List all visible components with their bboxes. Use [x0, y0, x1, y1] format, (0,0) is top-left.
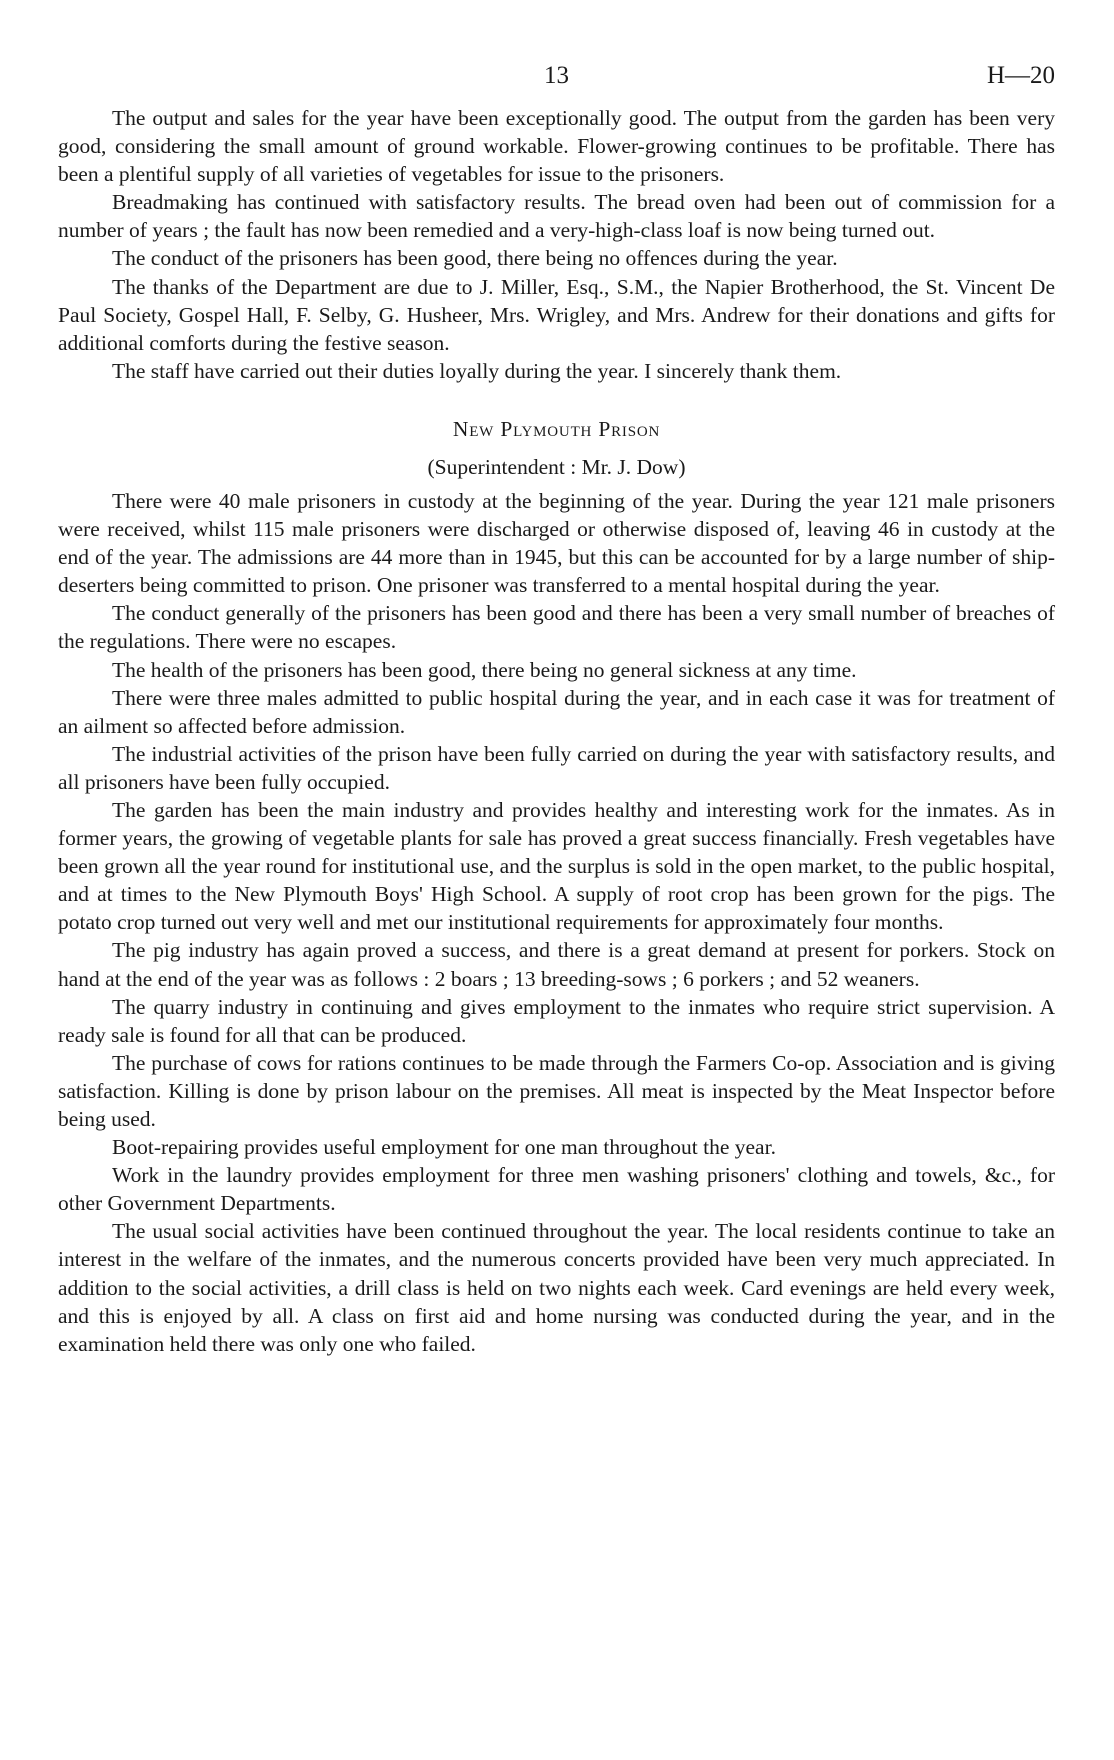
paragraph: There were three males admitted to public hospital during the year, and in each case it was for treatment of an ailment so affected before admission. — [58, 685, 1055, 738]
paragraph: The quarry industry in continuing and gives employment to the inmates who require strict supervision. A ready sale is found for all that can be produced. — [58, 994, 1055, 1047]
paragraph: The health of the prisoners has been good, there being no general sickness at any time. — [112, 657, 857, 682]
intro-section — [58, 104, 1055, 385]
paragraph: There were 40 male prisoners in custody at the beginning of the year. During the year 121 male prisoners were received, whilst 115 male prisoners were discharged or otherwise disposed of, leaving 46 in custody at the end of the year. The admissions are 44 more than in 1945, but this can be accounted for by a large number of ship-deserters being committed to prison. One prisoner was transferred to a mental hospital during the year. — [58, 488, 1055, 598]
page-header — [58, 62, 1055, 104]
paragraph: The purchase of cows for rations continues to be made through the Farmers Co-op. Association and is giving satisfaction. Killing is done by prison labour on the premises. All meat is inspected by the Meat Inspector before being used. — [58, 1050, 1055, 1131]
paragraph: The garden has been the main industry and provides healthy and interesting work for the inmates. As in former years, the growing of vegetable plants for sale has proved a great success financially. Fresh vegetables have been grown all the year round for institutional use, and the surplus is sold in the open market, to the public hospital, and at times to the New Plymouth Boys' High School. A supply of root crop has been grown for the pigs. The potato crop turned out very well and met our institutional requirements for approximately four months. — [58, 797, 1055, 935]
paragraph: The thanks of the Department are due to J. Miller, Esq., S.M., the Napier Brotherhood, the St. Vincent De Paul Society, Gospel Hall, F. Selby, G. Husheer, Mrs. Wrigley, and Mrs. Andrew for their donations and gifts for additional comforts during the festive season. — [58, 274, 1055, 355]
paragraph: The conduct of the prisoners has been good, there being no offences during the year. — [112, 246, 838, 271]
paragraph: The usual social activities have been continued throughout the year. The local residents continue to take an interest in the welfare of the inmates, and the numerous concerts provided have been very much appreciated. In addition to the social activities, a drill class is held on two nights each week. Card evenings are held every week, and this is enjoyed by all. A class on first aid and home nursing was conducted during the year, and in the examination held there was only one who failed. — [58, 1219, 1055, 1356]
paragraph: The industrial activities of the prison have been fully carried on during the year with satisfactory results, and all prisoners have been fully occupied. — [58, 741, 1055, 794]
paragraph: The pig industry has again proved a success, and there is a great demand at present for porkers. Stock on hand at the end of the year was as follows : 2 boars ; 13 breeding-sows ; 6 porkers ; and 52 weaners. — [58, 938, 1055, 991]
section-subtitle: (Superintendent : Mr. J. Dow) — [427, 454, 686, 479]
section-title: New Plymouth Prison — [452, 416, 661, 441]
page-number: 13 — [544, 62, 569, 89]
new-plymouth-prison-section — [58, 415, 1055, 1358]
paragraph: Breadmaking has continued with satisfactory results. The bread oven had been out of commission for a number of years ; the fault has now been remedied and a very-high-class loaf is now being turned out. — [58, 190, 1055, 243]
document-page — [58, 62, 1055, 1358]
paragraph: The staff have carried out their duties loyally during the year. I sincerely thank them. — [112, 358, 842, 383]
paragraph: The conduct generally of the prisoners has been good and there has been a very small number of breaches of the regulations. There were no escapes. — [58, 601, 1055, 654]
document-reference: H—20 — [986, 62, 1055, 89]
paragraph: Boot-repairing provides useful employment for one man throughout the year. — [112, 1135, 776, 1160]
paragraph: Work in the laundry provides employment for three men washing prisoners' clothing and towels, &c., for other Government Departments. — [58, 1163, 1055, 1216]
paragraph: The output and sales for the year have been exceptionally good. The output from the garden has been very good, considering the small amount of ground workable. Flower-growing continues to be profitable. There has been a plentiful supply of all varieties of vegetables for issue to the prisoners. — [58, 106, 1055, 187]
